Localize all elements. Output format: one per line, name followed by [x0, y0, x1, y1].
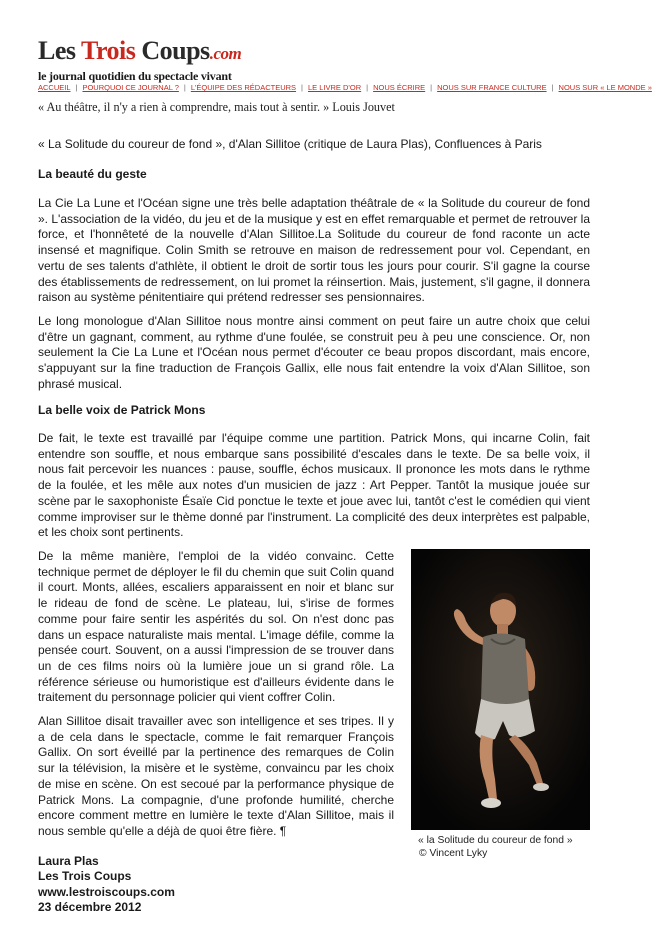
nav-link-france-culture[interactable]: NOUS SUR FRANCE CULTURE [437, 83, 547, 92]
logo-coups: Coups [135, 36, 210, 65]
nav-link-accueil[interactable]: ACCUEIL [38, 83, 71, 92]
signature-site: Les Trois Coups [38, 869, 132, 884]
nav-link-equipe[interactable]: L'ÉQUIPE DES RÉDACTEURS [190, 83, 297, 92]
signature-author: Laura Plas [38, 854, 99, 868]
signature-date: 23 décembre 2012 [38, 900, 142, 915]
paragraph-3: De fait, le texte est travaillé par l'équipe comme une partition. Patrick Mons, qui incarne Colin, fait entendre son souffle, et nous embarque sans possibilité d'escales dans le texte. De sa belle voix, il nous fait percevoir les nuances : pause, souffle, échos musicaux. Il prononce les mots dans le rythme de la foulée, et les mêle aux notes d'un musicien de jazz : Art Pepper. Tantôt la musique jouée sur scène par le saxophoniste Ésaïe Cid ponctue le texte et joue avec lui, tantôt c'est le comédien qui vient comme improviser sur le thème donné par l'instrument. La complicité des deux interprètes est palpable, et les choix sont pertinents. [38, 431, 590, 540]
section-heading-1: La beauté du geste [38, 167, 147, 181]
header-quote: « Au théâtre, il n'y a rien à comprendre, mais tout à sentir. » Louis Jouvet [38, 100, 395, 114]
nav-link-le-monde[interactable]: NOUS SUR « LE MONDE » [558, 83, 652, 92]
caption-title: « la Solitude du coureur de fond » [418, 835, 573, 846]
paragraph-4: De la même manière, l'emploi de la vidéo convainc. Cette technique permet de déployer le fil du chemin que suit Colin quand il court. Monts, allées, escaliers apparaissent en noir et blanc sur le rideau de fond de scène. Le plateau, lui, s'irise de formes comme pour faire sentir les aspérités du sol. On n'est donc pas dans un espace naturaliste mais mental. L'image défile, comme la pensée court. Souvent, on a aussi l'impression de se trouver dans un de ces films noirs où la lumière joue un si grand rôle. La référence sérieuse ou humoristique est d'ailleurs évidente dans le traitement du personnage policier qui vient coffrer Colin. [38, 549, 394, 705]
logo-trois: Trois [81, 36, 136, 65]
nav-link-pourquoi[interactable]: POURQUOI CE JOURNAL ? [82, 83, 179, 92]
logo-les: Les [38, 36, 82, 65]
section-heading-2: La belle voix de Patrick Mons [38, 403, 206, 417]
photo-caption [419, 834, 573, 860]
site-header [38, 38, 638, 84]
site-tagline: le journal quotidien du spectacle vivant [38, 69, 232, 83]
runner-illustration [411, 549, 590, 830]
paragraph-2: Le long monologue d'Alan Sillitoe nous montre ainsi comment on peut faire un autre choix que celui d'être un gagnant, comment, au rythme d'une foulée, se construit peu à peu une conscience. Or, non seulement la Cie La Lune et l'Océan nous permet d'écouter ce beau propos discordant, mais encore, s'appuyant sur la fine traduction de François Gallix, elle nous fait entendre la voix d'Alan Sillitoe, son phrasé musical. [38, 314, 590, 391]
signature-block [38, 854, 175, 916]
article-title: « La Solitude du coureur de fond », d'Alan Sillitoe (critique de Laura Plas), Confluences à Paris [38, 137, 542, 151]
paragraph-1: La Cie La Lune et l'Océan signe une très belle adaptation théâtrale de « la Solitude du coureur de fond ». L'association de la vidéo, du jeu et de la musique y est en effet remarquable et permet de retrouver la force, et l'honnêteté de la nouvelle d'Alan Sillitoe.La Solitude du coureur de fond raconte un acte insensé et magnifique. Colin Smith se retrouve en maison de redressement pour vol. Cependant, en vertu de ses talents d'athlète, il obtient le droit de sortir tous les jours pour courir. S'il gagne la course des établissements de redressement, on lui promet la réinsertion. Mais, justement, s'il gagne, il donnera raison au système pénitentiaire qui prétend redresser ses pensionnaires. [38, 196, 590, 305]
nav-link-ecrire[interactable]: NOUS ÉCRIRE [373, 83, 426, 92]
caption-credit: © Vincent Lyky [419, 848, 488, 859]
logo-com: .com [209, 44, 242, 63]
site-logo[interactable] [38, 38, 638, 67]
production-photo [411, 549, 590, 830]
top-nav: ACCUEIL | POURQUOI CE JOURNAL ? | L'ÉQUIPE DES RÉDACTEURS | LE LIVRE D'OR | NOUS ÉCRIRE | NOUS SUR FRANCE CULTURE | NOUS SUR « LE MONDE » [38, 83, 652, 92]
nav-link-livre-or[interactable]: LE LIVRE D'OR [308, 83, 362, 92]
paragraph-5: Alan Sillitoe disait travailler avec son intelligence et ses tripes. Il y a de cela dans le spectacle, comme le fait remarquer François Gallix. On sort éveillé par la pertinence des remarques de Colin sur la télévision, la misère et le système, convaincu par les choix de mise en scène. On est secoué par la performance physique de Patrick Mons. La compagnie, d'une profonde humilité, cherche encore comment mettre en lumière le texte d'Alan Sillitoe, mais il nous semble qu'elle a déjà de quoi être fière. ¶ [38, 714, 394, 838]
signature-url[interactable]: www.lestroiscoups.com [38, 884, 175, 899]
